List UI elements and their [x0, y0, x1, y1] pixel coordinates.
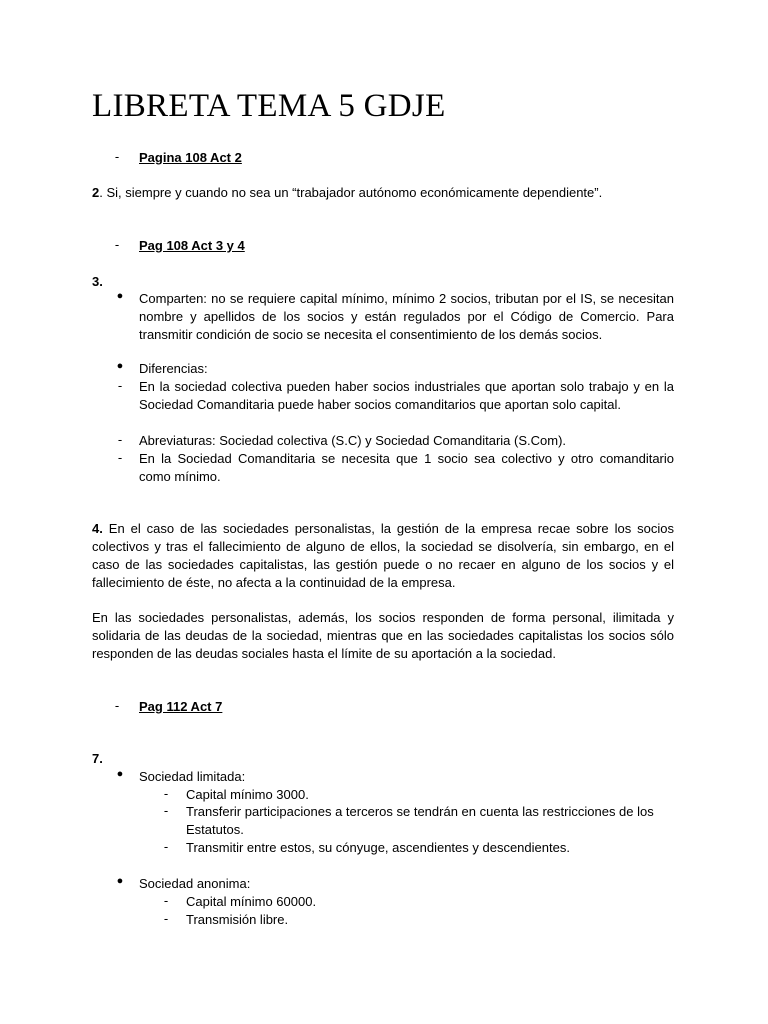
sublist-item: Capital mínimo 3000.	[186, 787, 309, 802]
list-item-sociedad-limitada: Sociedad limitada:	[139, 769, 246, 784]
heading-dash: -	[114, 149, 120, 164]
list-item-sociedad-anonima: Sociedad anonima:	[139, 876, 251, 891]
heading-dash: -	[114, 698, 120, 713]
list-item-comanditaria: En la Sociedad Comanditaria se necesita que 1 socio sea colectivo y otro comanditario como mínimo.	[139, 451, 674, 484]
dash-marker: -	[117, 432, 123, 447]
bullet-marker: ●	[116, 875, 124, 887]
dash-marker: -	[163, 893, 169, 908]
paragraph-text: En el caso de las sociedades personalistas, la gestión de la empresa recae sobre los socios colectivos y tras el fallecimiento de alguno de ellos, la sociedad se disolvería, sin embargo, en el caso de las sociedades capitalistas, las gestión puede o no recaer en alguno de los socios y el fallecimiento de éste, no afecta a la continuidad de la empresa.	[92, 521, 674, 590]
sublist-item: Transmisión libre.	[186, 912, 289, 927]
document-title: LIBRETA TEMA 5 GDJE	[92, 88, 446, 124]
dash-marker: -	[163, 911, 169, 926]
paragraph-text: En las sociedades personalistas, además, los socios responden de forma personal, ilimitada y solidaria de las deudas de la sociedad, mientras que en las sociedades capitalistas los socios sólo responden de las deudas sociales hasta el límite de su aportación a la sociedad.	[92, 610, 674, 661]
sublist-item: Transferir participaciones a terceros se tendrán en cuenta las restricciones de los Estatutos.	[186, 804, 654, 837]
answer-number: 2	[92, 185, 100, 200]
section-heading-pag-112-act-7: Pag 112 Act 7	[139, 699, 223, 714]
bullet-marker: ●	[116, 290, 124, 302]
bullet-marker: ●	[116, 360, 124, 372]
dash-marker: -	[117, 450, 123, 465]
list-item-comparten: Comparten: no se requiere capital mínimo, mínimo 2 socios, tributan por el IS, se necesitan nombre y apellidos de los socios y están regulados por el Código de Comercio. Para transmitir condición de socio se necesita el consentimiento de los demás socios.	[139, 291, 674, 342]
section-heading-pagina-108-act-2: Pagina 108 Act 2	[139, 150, 242, 165]
dash-marker: -	[163, 786, 169, 801]
dash-marker: -	[163, 803, 169, 818]
list-item-sociedad-colectiva: En la sociedad colectiva pueden haber socios industriales que aportan solo trabajo y en la Sociedad Comanditaria puede haber socios comanditarios que aportan solo capital.	[139, 379, 674, 412]
answer-4-paragraph-2	[92, 609, 674, 663]
dash-marker: -	[117, 378, 123, 393]
list-item-diferencias: Diferencias:	[139, 361, 208, 376]
sublist-item: Capital mínimo 60000.	[186, 894, 317, 909]
answer-4-paragraph-1	[92, 520, 674, 592]
answer-number-7: 7.	[92, 751, 103, 766]
dash-marker: -	[163, 839, 169, 854]
answer-number: 4.	[92, 521, 103, 536]
section-heading-pag-108-act-3-y-4: Pag 108 Act 3 y 4	[139, 238, 245, 253]
heading-dash: -	[114, 237, 120, 252]
list-item-abreviaturas: Abreviaturas: Sociedad colectiva (S.C) y Sociedad Comanditaria (S.Com).	[139, 433, 567, 448]
answer-2	[92, 184, 692, 202]
answer-number-3: 3.	[92, 274, 103, 289]
bullet-marker: ●	[116, 768, 124, 780]
answer-text: . Si, siempre y cuando no sea un “trabajador autónomo económicamente dependiente”.	[99, 185, 603, 200]
sublist-item: Transmitir entre estos, su cónyuge, ascendientes y descendientes.	[186, 840, 570, 855]
